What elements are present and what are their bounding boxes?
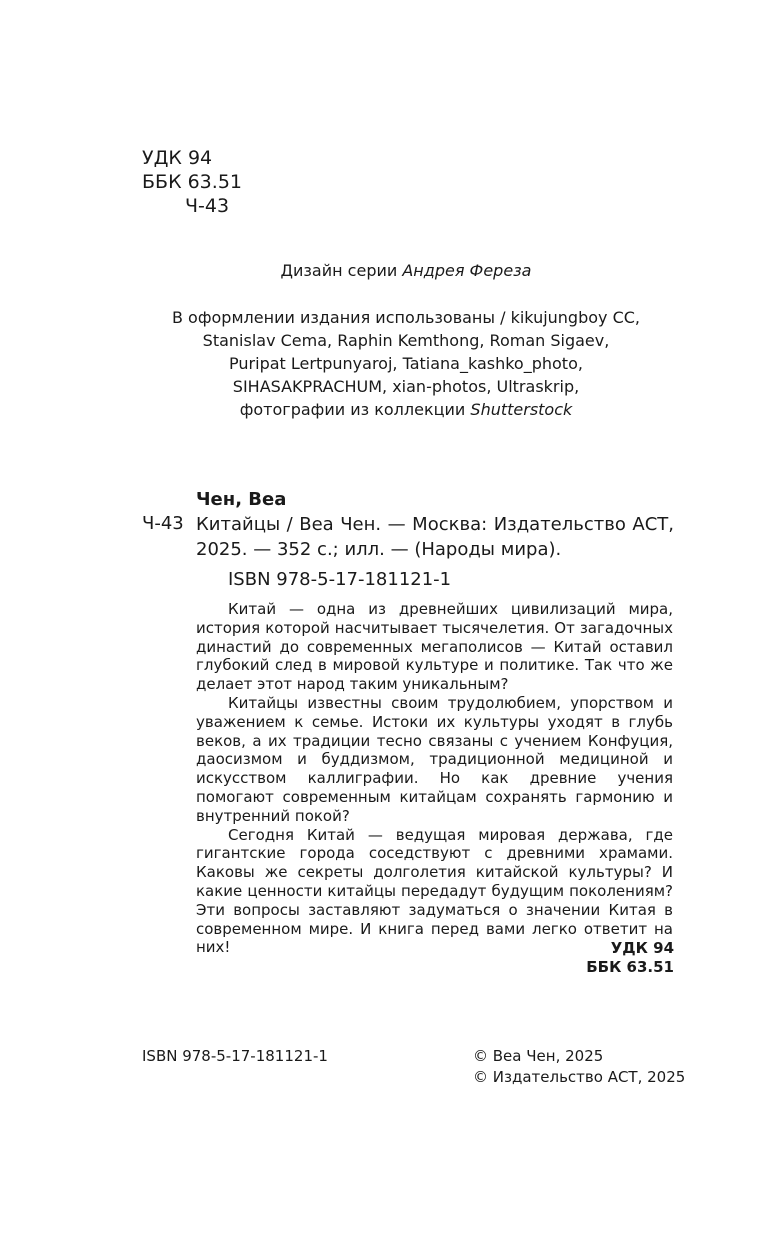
photo-credits-line: Puripat Lertpunyaroj, Tatiana_kashko_photo, (229, 354, 583, 373)
bibliographic-description (196, 512, 674, 562)
copyright-publisher: © Издательство АСТ, 2025 (473, 1068, 686, 1086)
bibliographic-author: Чен, Веа (196, 489, 287, 510)
photo-credits-line: SIHASAKPRACHUM, xian-photos, Ultraskrip, (232, 377, 580, 396)
photo-source-prefix: фотографии из коллекции (239, 400, 466, 419)
bbk-code: ББК 63.51 (142, 171, 242, 193)
photo-source: Shutterstock (470, 400, 573, 419)
annotation-paragraph: Китайцы известны своим трудолюбием, упорством и уважением к семье. Истоки их культуры уходят в глубь веков, а их традиции тесно связаны с учением Конфуция, даосизмом и буддизмом, традиционной медициной и искусством каллиграфии. Но как древние учения помогают современным китайцам сохранять гармонию и внутренний покой? (196, 693, 673, 825)
udk-code: УДК 94 (142, 147, 213, 169)
bibliographic-description-text: Китайцы / Веа Чен. — Москва: Издательство АСТ, 2025. — 352 с.; илл. — (Народы мира). (196, 514, 674, 560)
classification-block (142, 146, 242, 218)
photo-credits-line: В оформлении издания использованы / kikujungboy CC, (171, 308, 641, 327)
photo-credits (100, 306, 712, 421)
annotation-paragraph: Китай — одна из древнейших цивилизаций мира, история которой насчитывает тысячелетия. От загадочных династий до современных мегаполисов — Китай оставил глубокий след в мировой культуре и политике. Так что же делает этот народ таким уникальным? (196, 600, 673, 694)
series-designer: Андрея Фереза (402, 261, 532, 280)
bibliographic-isbn: ISBN 978-5-17-181121-1 (228, 569, 452, 590)
photo-credits-line (100, 398, 712, 421)
footer-isbn: ISBN 978-5-17-181121-1 (142, 1047, 328, 1065)
footer-bbk: ББК 63.51 (586, 958, 674, 976)
photo-credits-line: Stanislav Cema, Raphin Kemthong, Roman Sigaev, (202, 331, 610, 350)
series-design-credit (100, 259, 712, 282)
author-code: Ч-43 (185, 195, 230, 217)
series-design-prefix: Дизайн серии (280, 261, 398, 280)
copyright-block (473, 1046, 685, 1088)
annotation-paragraph: Сегодня Китай — ведущая мировая держава, где гигантские города соседствуют с древними храмами. Каковы же секреты долголетия китайской культуры? И какие ценности китайцы передадут будущим поколениям? Эти вопросы заставляют задуматься о значении Китая в современном мире. И книга перед вами легко ответит на них! (196, 825, 673, 957)
footer-classification (586, 939, 674, 977)
copyright-author: © Веа Чен, 2025 (473, 1047, 604, 1065)
bibliographic-code: Ч-43 (142, 513, 184, 534)
footer-udk: УДК 94 (610, 939, 674, 957)
annotation (196, 600, 673, 957)
